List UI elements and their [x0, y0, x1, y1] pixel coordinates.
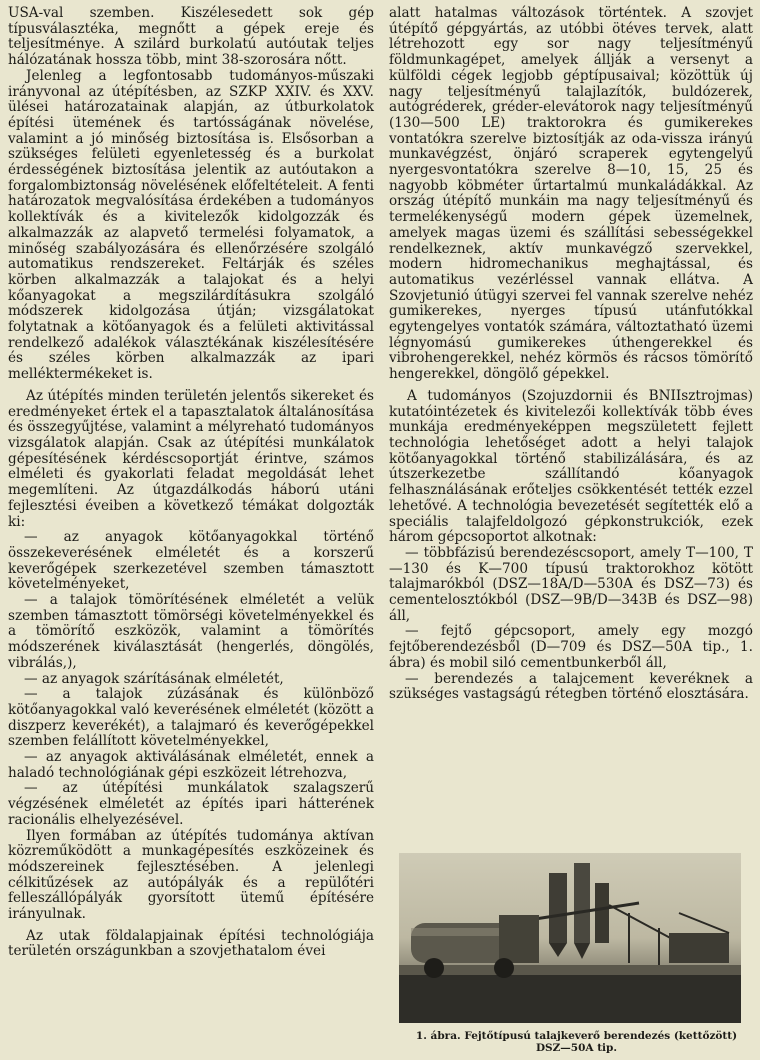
- paragraph: USA-val szemben. Kiszélesedett sok gép típusválasztéka, megnőtt a gépek ereje és teljesítménye. A szilárd burkolatú autóutak teljes hálózatának hossza több, mint 38-szorosára nőtt.: [8, 5, 374, 69]
- list-item: — az útépítési munkálatok szalagszerű végzésének elméletét az építés ipari hátterének racionális elhelyezésével.: [8, 780, 374, 828]
- list-item: — többfázisú berendezéscsoport, amely T—100, T—130 és K—700 típusú traktorokhoz kötött talajmarókból (DSZ—18A/D—530A és DSZ—73) és cementelosztókból (DSZ—9B/D—343B és DSZ—98) áll,: [389, 544, 753, 624]
- list-item: — a talajok tömörítésének elméletét a velük szemben támasztott tömörségi követelményekkel és a tömörítő eszközök, valamint a tömörítés módszerének kiválasztását (hengerlés, döngölés, vibrálás,),: [8, 592, 374, 671]
- paragraph: Az utak földalapjainak építési technológiája területén országunkban a szovjethatalom évei: [8, 927, 374, 960]
- list-item: — az anyagok kötőanyagokkal történő összekeverésének elméletét és a korszerű keverőgépek szerkezetével szemben támasztott követelményeket,: [8, 529, 374, 593]
- list-item: — az anyagok szárításának elméletét,: [24, 670, 284, 687]
- paragraph: A tudományos (Szojuzdornii és BNIIsztrojmas) kutatóintézetek és kivitelezői kollektívák több éves munkája eredményeképpen megszületett fejlett technológia lehetőséget adott a helyi talajok kötőanyagokkal történő stabilizálására, és az útszerkezetbe szállítandó kőanyagok felhasználásának erőteljes csökkentését tették ezzel lehetővé. A technológia bevezetését segítették elő a speciális talajfeldolgozó gépkonstrukciók, ezek három gépcsoportot alkotnak:: [389, 387, 753, 546]
- figure-photo: [399, 853, 741, 1023]
- left-column: [8, 6, 374, 960]
- paragraph: Ilyen formában az útépítés tudománya aktívan közreműködött a munkagépesítés eszközeinek és módszereinek fejlesztésében. A jelenlegi célkitűzések az autópályák és a repülőtéri felleszállópályák gyorsított ütemű építésére irányulnak.: [8, 827, 374, 923]
- list-item: — az anyagok aktiválásának elméletét, ennek a haladó technológiának gépi eszközeit létrehozva,: [8, 749, 374, 781]
- paragraph: Az útépítés minden területén jelentős sikereket és eredményeket értek el a tapasztalatok általánosítása és összegyűjtése, valamint a mélyreható tudományos vizsgálatok alapján. Csak az útépítési munkálatok gépesítésének kérdéscsoportját érintve, számos elméleti és gyakorlati feladat megoldását lehet megemlíteni. Az útgazdálkodás háború utáni fejlesztési éveiben a következő témákat dolgozták ki:: [8, 387, 374, 530]
- right-column: [389, 6, 753, 703]
- figure-caption: 1. ábra. Fejtőtípusú talajkeverő berendezés (kettőzött) DSZ—50A tip.: [415, 1030, 738, 1054]
- paragraph: Jelenleg a legfontosabb tudományos-műszaki irányvonal az útépítésben, az SZKP XXIV. és XXV. ülései határozatainak alapján, az útburkolatok építési ütemének és tartósságának növelése, valamint a jó minőség biztosítása is. Elsősorban a szükséges felületi egyenletesség és a burkolat érdességének biztosítása jelentik az autóutakon a forgalombiztonság növelésének előfeltételeit. A fenti határozatok megvalósítása érdekében a tudományos kollektívák és a kivitelezők kidolgozzák és alkalmazzák az alapvető termelési folyamatok, a minőség szabályozására és ellenőrzésére szolgáló automatikus rendszereket. Feltárják és széles körben alkalmazzák a talajokat és a helyi kőanyagokat a megszilárdításukra szolgáló módszerek kidolgozása útján; vizsgálatokat folytatnak a kötőanyagok és a felületi aktivitással rendelkező adalékok választékának kiszélesítésére és széles körben alkalmazzák az ipari melléktermékeket is.: [8, 67, 374, 383]
- machine-illustration: [399, 853, 741, 1023]
- list-item: — berendezés a talajcement keveréknek a szükséges vastagságú rétegben történő elosztására.: [389, 670, 753, 703]
- paragraph: alatt hatalmas változások történtek. A szovjet útépítő gépgyártás, az utóbbi ötéves tervek, alatt létrehozott egy sor nagy teljesítményű földmunkagépet, amelyek állják a versenyt a külföldi cégek legjobb géptípusaival; közöttük új nagy teljesítményű talajlazítók, buldózerek, autógréderek, gréder-elevátorok nagy teljesítményű (130—500 LE) traktorokra és gumikerekes vontatókra szerelve biztosítják az oda-vissza irányú munkavégzést, önjáró scraperek egytengelyű nyergesvontatókra szerelve 8—10, 15, 25 és nagyobb köbméter űrtartalmú munkaládákkal. Az ország útépítő munkáin ma nagy teljesítményű és termelékenységű modern gépek üzemelnek, amelyek magas üzemi és szállítási sebességekkel rendelkeznek, aktív munkavégző szervekkel, modern hidromechanikus meghajtással, és automatikus vezérléssel vannak ellátva. A Szovjetunió útügyi szervei fel vannak szerelve nehéz gumikerekes, nyerges típusú utánfutókkal egytengelyes vontatók számára, változtatható üzemi légnyomású gumikerekes úthengerekkel és vibrohengerekkel, nehéz körmös és rácsos tömörítő hengerekkel, döngölő gépekkel.: [389, 5, 753, 383]
- list-item: — fejtő gépcsoport, amely egy mozgó fejtőberendezésből (D—709 és DSZ—50A tip., 1. ábra) és mobil siló cementbunkerből áll,: [389, 623, 753, 671]
- list-item: — a talajok zúzásának és különböző kötőanyagokkal való keverésének elméletét (között a diszperz keverékét), a talajmaró és keverőgépekkel szemben felállított követelményekkel,: [8, 686, 374, 750]
